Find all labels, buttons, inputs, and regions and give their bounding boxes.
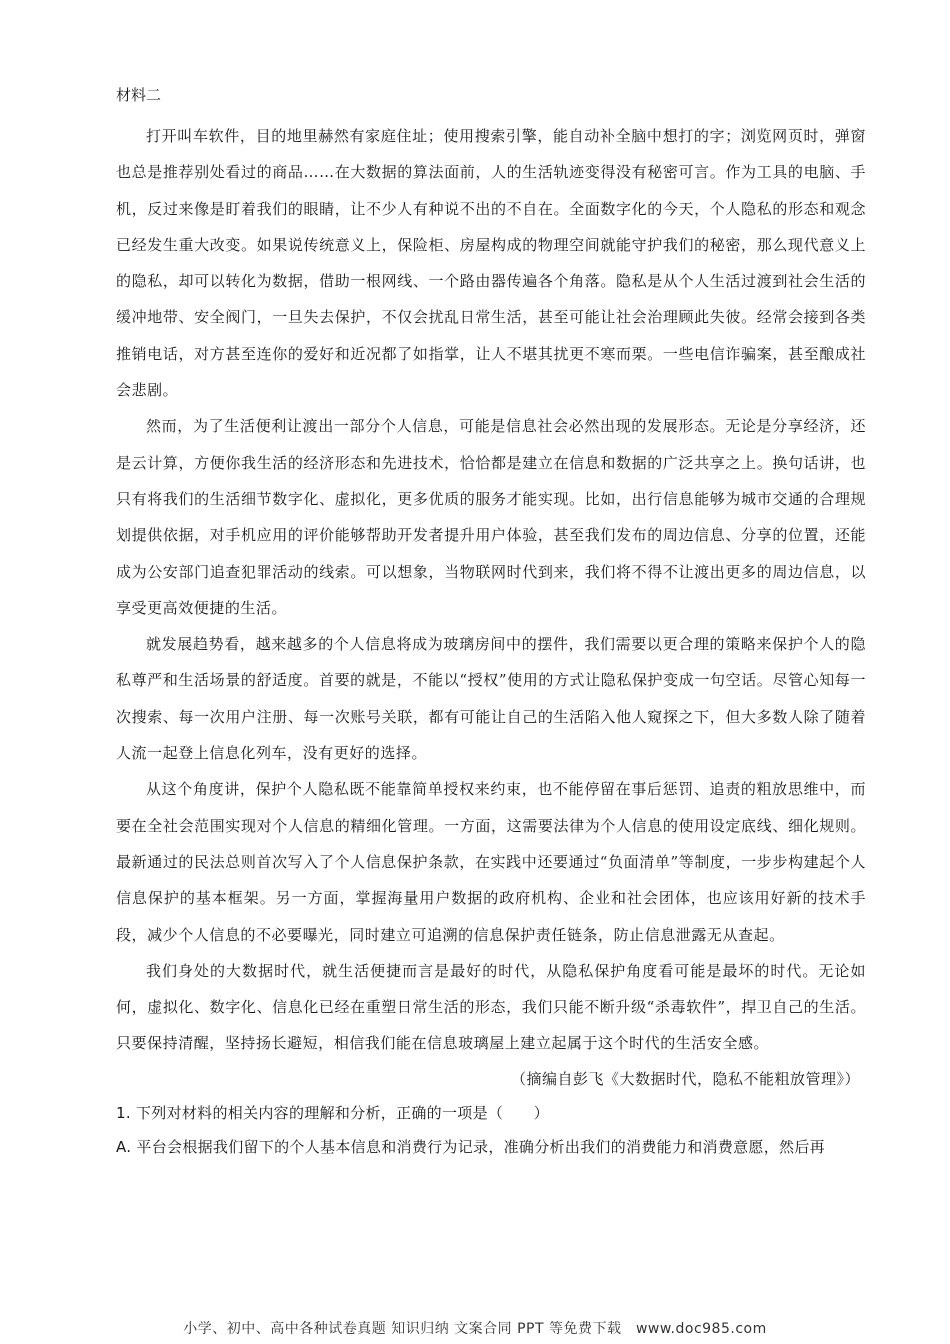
material-heading: 材料二 (116, 86, 162, 104)
paragraph-4: 从这个角度讲，保护个人隐私既不能靠简单授权来约束，也不能停留在事后惩罚、追责的粗放思维中，而要在全社会范围实现对个人信息的精细化管理。一方面，这需要法律为个人信息的使用设定底线、细化规则。最新通过的民法总则首次写入了个人信息保护条款，在实践中还要通过“负面清单”等制度，一步步构建起个人信息保护的基本框架。另一方面，掌握海量用户数据的政府机构、企业和社会团体，也应该用好新的技术手段，减少个人信息的不必要曝光，同时建立可追溯的信息保护责任链条，防止信息泄露无从查起。 (116, 780, 866, 944)
question-1: 1. 下列对材料的相关内容的理解和分析，正确的一项是（ ） (116, 1103, 550, 1122)
option-a: A. 平台会根据我们留下的个人基本信息和消费行为记录，准确分析出我们的消费能力和消费意愿，然后再 (116, 1137, 825, 1156)
paragraph-3: 就发展趋势看，越来越多的个人信息将成为玻璃房间中的摆件，我们需要以更合理的策略来保护个人的隐私尊严和生活场景的舒适度。首要的就是，不能以“授权”使用的方式让隐私保护变成一句空话。尽管心知每一次搜索、每一次用户注册、每一次账号关联，都有可能让自己的生活陷入他人窥探之下，但大多数人除了随着人流一起登上信息化列车，没有更好的选择。 (116, 635, 866, 763)
paragraph-1: 打开叫车软件，目的地里赫然有家庭住址；使用搜索引擎，能自动补全脑中想打的字；浏览网页时，弹窗也总是推荐别处看过的商品……在大数据的算法面前，人的生活轨迹变得没有秘密可言。作为工具的电脑、手机，反过来像是盯着我们的眼睛，让不少人有种说不出的不自在。全面数字化的今天，个人隐私的形态和观念已经发生重大改变。如果说传统意义上，保险柜、房屋构成的物理空间就能守护我们的秘密，那么现代意义上的隐私，却可以转化为数据，借助一根网线、一个路由器传遍各个角落。隐私是从个人生活过渡到社会生活的缓冲地带、安全阀门，一旦失去保护，不仅会扰乱日常生活，甚至可能让社会治理顾此失彼。经常会接到各类推销电话，对方甚至连你的爱好和近况都了如指掌，让人不堪其扰更不寒而栗。一些电信诈骗案，甚至酿成社会悲剧。 (116, 127, 866, 400)
paragraph-5: 我们身处的大数据时代，就生活便捷而言是最好的时代，从隐私保护角度看可能是最坏的时代。无论如何，虚拟化、数字化、信息化已经在重塑日常生活的形态，我们只能不断升级“杀毒软件”，捍卫自己的生活。只要保持清醒，坚持扬长避短，相信我们能在信息玻璃屋上建立起属于这个时代的生活安全感。 (116, 961, 866, 1053)
source-citation: （摘编自彭飞《大数据时代，隐私不能粗放管理》） (510, 1069, 860, 1088)
document-body (116, 84, 866, 1164)
page-footer: 小学、初中、高中各种试卷真题 知识归纳 文案合同 PPT 等免费下载 www.doc985.com (183, 1321, 767, 1337)
paragraph-2: 然而，为了生活便利让渡出一部分个人信息，可能是信息社会必然出现的发展形态。无论是分享经济，还是云计算，方便你我生活的经济形态和先进技术，恰恰都是建立在信息和数据的广泛共享之上。换句话讲，也只有将我们的生活细节数字化、虚拟化，更多优质的服务才能实现。比如，出行信息能够为城市交通的合理规划提供依据，对手机应用的评价能够帮助开发者提升用户体验，甚至我们发布的周边信息、分享的位置，还能成为公安部门追查犯罪活动的线索。可以想象，当物联网时代到来，我们将不得不让渡出更多的周边信息，以享受更高效便捷的生活。 (116, 417, 866, 617)
